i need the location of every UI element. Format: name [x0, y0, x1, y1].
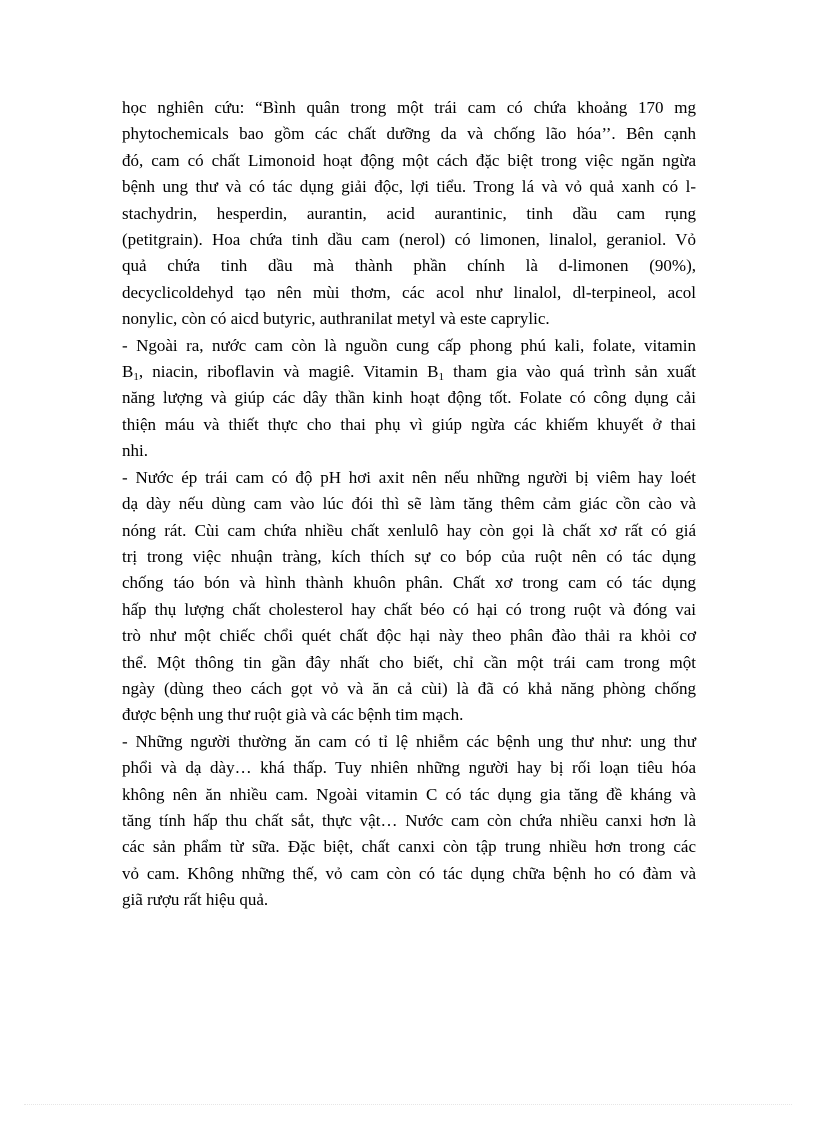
text-line: hấp thụ lượng chất cholesterol hay chất béo có hại có trong ruột và đóng vai: [122, 599, 696, 619]
subscript-2: 1: [438, 371, 444, 384]
text-line: giã rượu rất hiệu quả.: [122, 890, 269, 910]
vitamin-line: [122, 359, 696, 385]
text-line: stachydrin, hesperdin, aurantin, acid aurantinic, tinh dầu cam rụng: [122, 203, 696, 223]
text-line: quả chứa tinh dầu mà thành phần chính là d-limonen (90%),: [122, 256, 696, 276]
text-line: nóng rát. Cùi cam chứa nhiều chất xenlulô hay còn gọi là chất xơ rất có giá: [122, 520, 696, 540]
text-line: phytochemicals bao gồm các chất dưỡng da và chống lão hóa’’. Bên cạnh: [122, 124, 696, 144]
text-line: các sản phẩm từ sữa. Đặc biệt, chất canxi còn tập trung nhiều hơn trong các: [122, 837, 696, 857]
text-line: thiện máu và thiết thực cho thai phụ vì giúp ngừa các khiếm khuyết ở thai: [122, 414, 696, 434]
body-text: [122, 95, 696, 914]
text-line: bệnh ung thư và có tác dụng giải độc, lợi tiểu. Trong lá và vỏ quả xanh có l-: [122, 177, 696, 197]
text-line: nonylic, còn có aicd butyric, authranilat metyl và este caprylic.: [122, 309, 550, 329]
text-line: - Nước ép trái cam có độ pH hơi axit nên nếu những người bị viêm hay loét: [122, 467, 696, 487]
text-line: nhi.: [122, 441, 148, 461]
text-line: vỏ cam. Không những thế, vỏ cam còn có tác dụng chữa bệnh ho có đàm và: [122, 863, 696, 883]
text-line: (petitgrain). Hoa chứa tinh dầu cam (nerol) có limonen, linalol, geraniol. Vỏ: [122, 230, 696, 250]
text-line: - Những người thường ăn cam có tỉ lệ nhiễm các bệnh ung thư như: ung thư: [122, 731, 696, 751]
text-line: ngày (dùng theo cách gọt vỏ và ăn cả cùi) là đã có khả năng phòng chống: [122, 678, 696, 698]
text-line: đó, cam có chất Limonoid hoạt động một cách đặc biệt trong việc ngăn ngừa: [122, 150, 696, 170]
text-line: - Ngoài ra, nước cam còn là nguồn cung cấp phong phú kali, folate, vitamin: [122, 335, 696, 355]
vitamin-line-middle: , niacin, riboflavin và magiê. Vitamin B: [138, 362, 439, 382]
text-line: decyclicoldehyd tạo nên mùi thơm, các acol như linalol, dl-terpineol, acol: [122, 282, 696, 302]
text-line: năng lượng và giúp các dây thần kinh hoạt động tốt. Folate có công dụng cải: [122, 388, 696, 408]
text-line: thể. Một thông tin gần đây nhất cho biết, chỉ cần một trái cam trong một: [122, 652, 696, 672]
text-line: dạ dày nếu dùng cam vào lúc đói thì sẽ làm tăng thêm cảm giác cồn cào và: [122, 494, 696, 514]
text-line: được bệnh ung thư ruột già và các bệnh tim mạch.: [122, 705, 464, 725]
text-line: trò như một chiếc chổi quét chất độc hại này theo phân đào thải ra khỏi cơ: [122, 626, 696, 646]
vitamin-line-end: tham gia vào quá trình sản xuất: [443, 362, 697, 382]
text-line: tăng tính hấp thu chất sắt, thực vật… Nước cam còn chứa nhiều canxi hơn là: [122, 810, 696, 830]
text-line: học nghiên cứu: “Bình quân trong một trái cam có chứa khoảng 170 mg: [122, 98, 696, 117]
text-line: không nên ăn nhiều cam. Ngoài vitamin C có tác dụng gia tăng đề kháng và: [122, 784, 696, 804]
text-line: trị trong việc nhuận tràng, kích thích sự co bóp của ruột nên có tác dụng: [122, 546, 696, 566]
page-bottom-divider: [24, 1104, 792, 1105]
vitamin-b-letter: B: [122, 362, 134, 382]
subscript-1: 1: [133, 371, 139, 384]
text-line: phổi và dạ dày… khá thấp. Tuy nhiên những người hay bị rối loạn tiêu hóa: [122, 758, 696, 778]
text-line: chống táo bón và hình thành khuôn phân. Chất xơ trong cam có tác dụng: [122, 573, 696, 593]
